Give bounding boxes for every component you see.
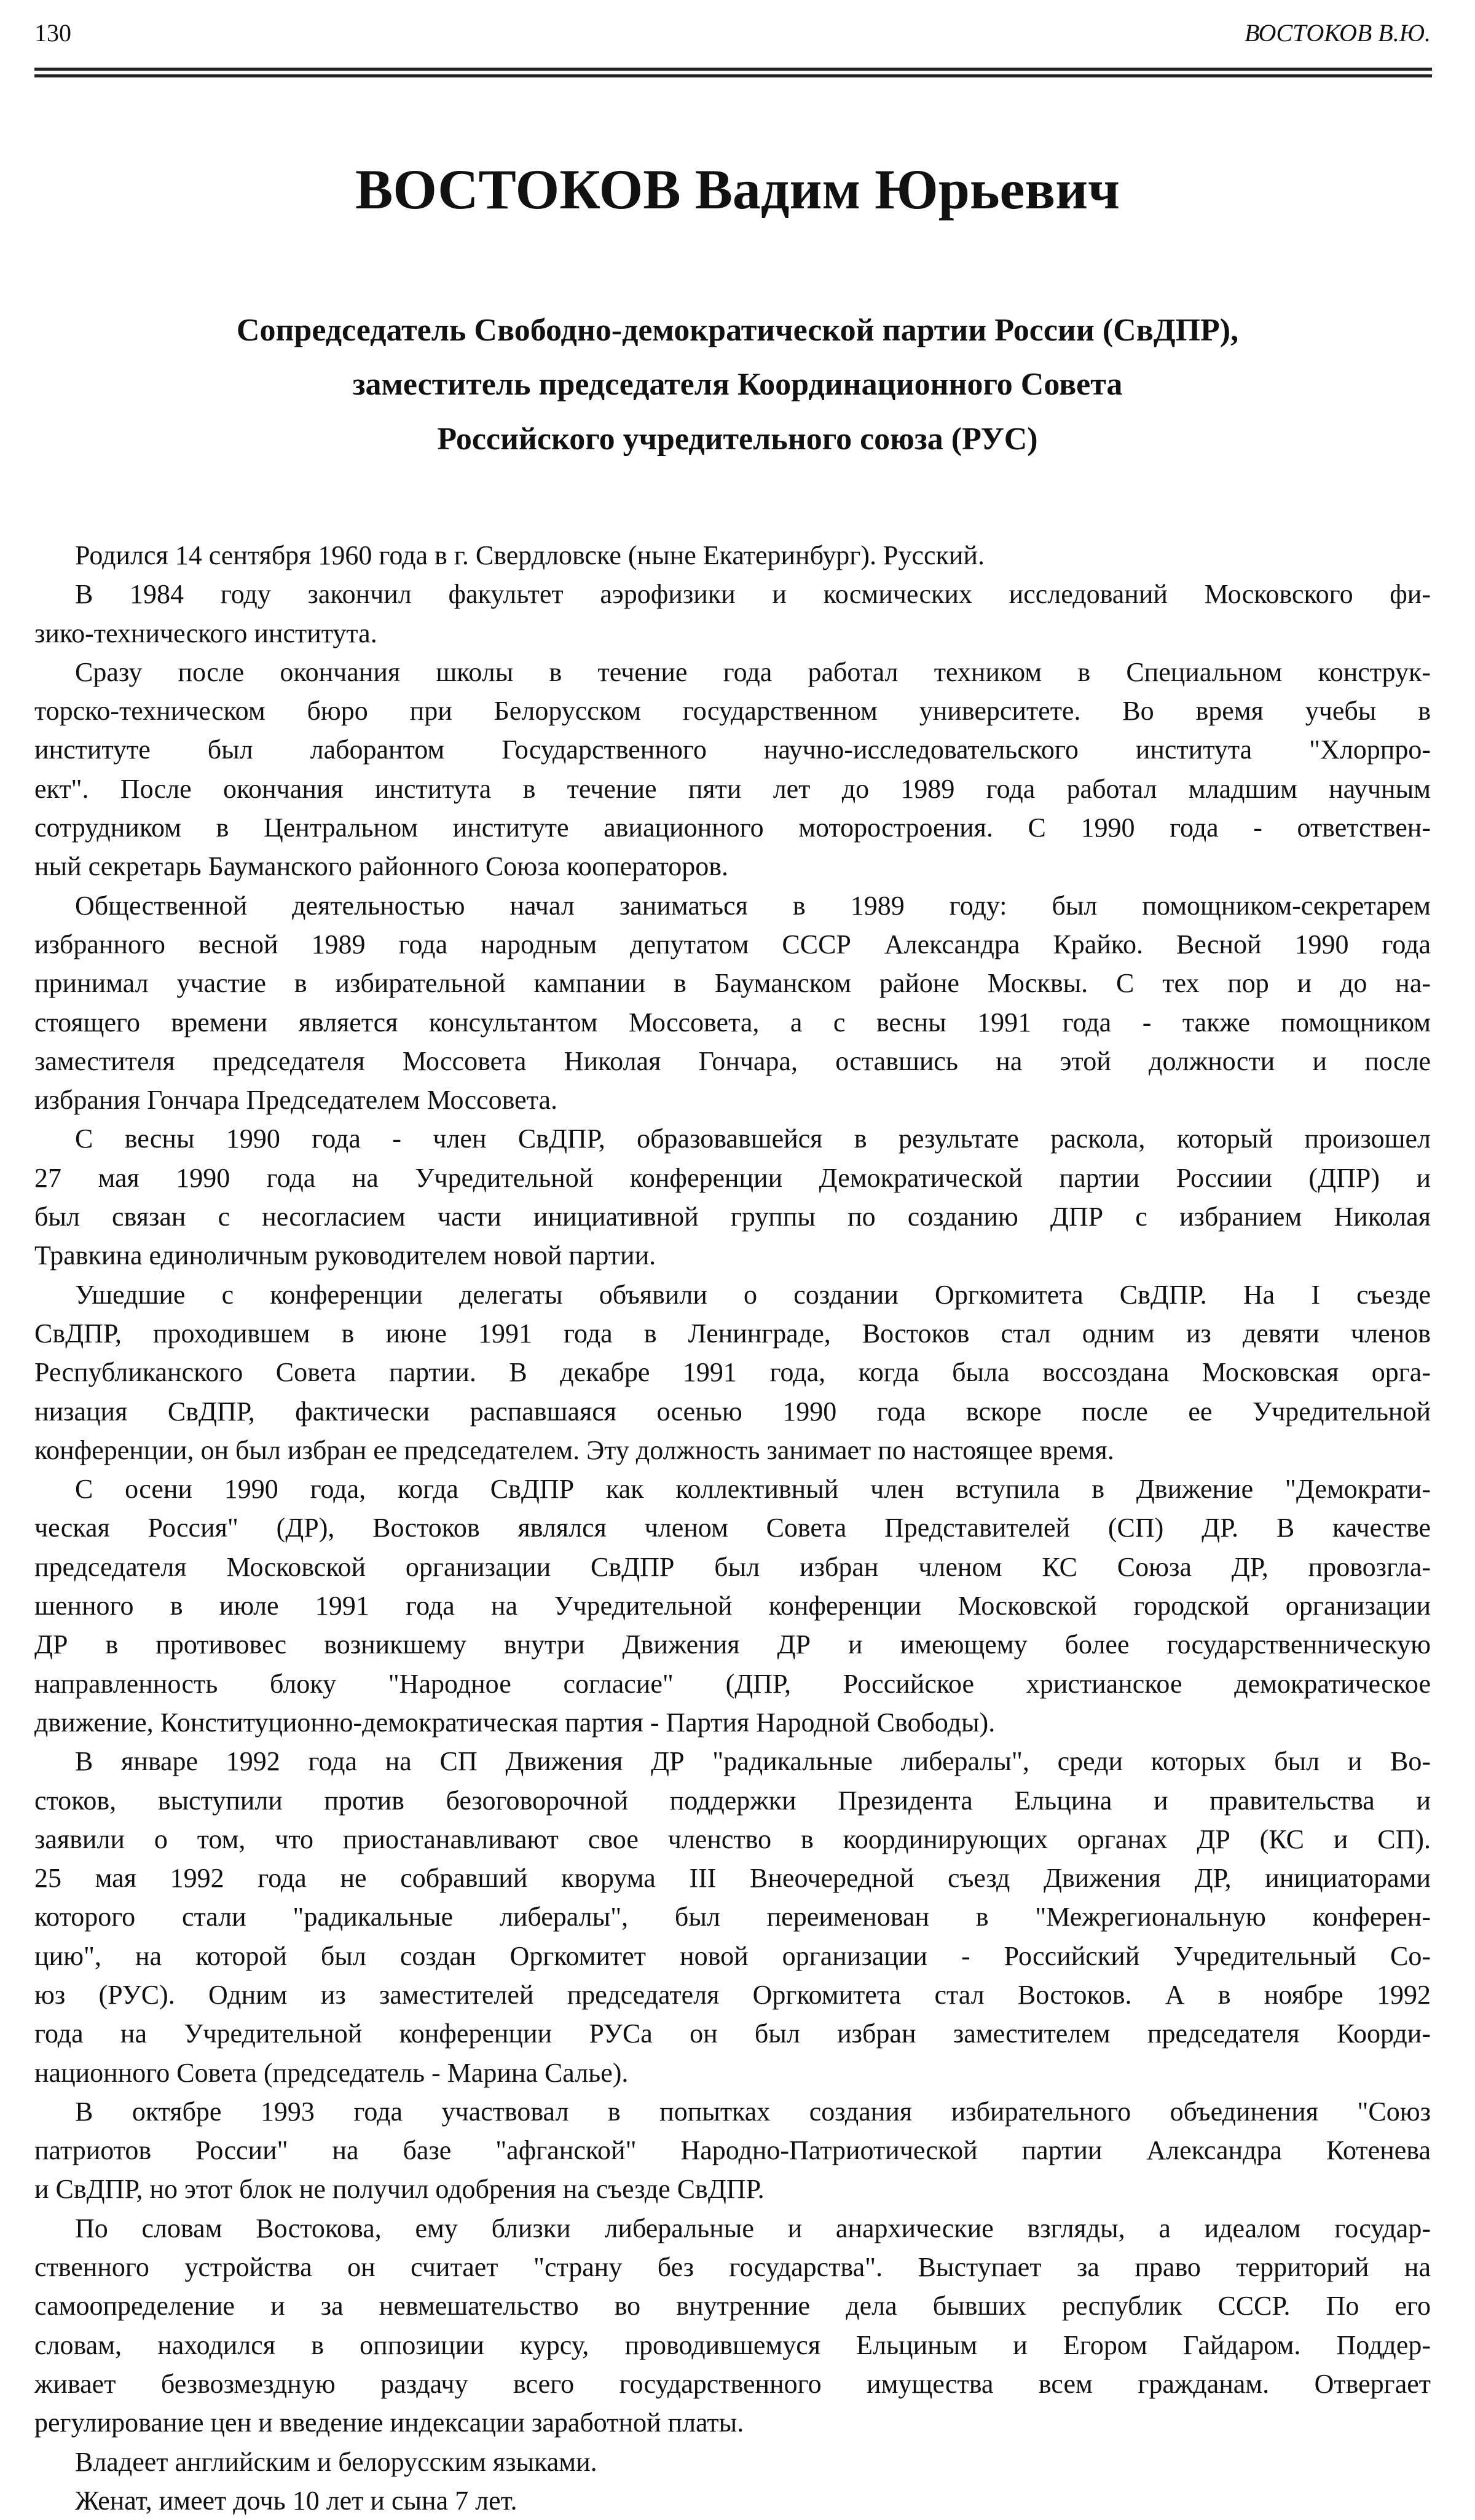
text-line: Ушедшие с конференции делегаты объявили о создании Оргкомитета СвДПР. На I съезде	[75, 1279, 1431, 1310]
paragraph	[34, 2209, 1431, 2443]
text-line: направленность блоку "Народное согласие" (ДПР, Российское христианское демократическое	[34, 1668, 1431, 1699]
text-line: Владеет английским и белорусским языками.	[75, 2446, 597, 2477]
text-line: 27 мая 1990 года на Учредительной конференции Демократической партии Россиии (ДПР) и	[34, 1162, 1431, 1193]
text-line: конференции, он был избран ее председателем. Эту должность занимает по настоящее время.	[34, 1435, 1114, 1465]
text-line: институте был лаборантом Государственного научно-исследовательского института "Хлорпро-	[34, 734, 1431, 765]
text-line: С весны 1990 года - член СвДПР, образовавшейся в результате раскола, который произошел	[75, 1124, 1431, 1154]
text-line: регулирование цен и введение индексации заработной платы.	[34, 2408, 744, 2438]
text-line: председателя Московской организации СвДПР был избран членом КС Союза ДР, провозгла-	[34, 1551, 1431, 1582]
text-line: живает безвозмездную раздачу всего государственного имущества всем гражданам. Отвергает	[34, 2368, 1431, 2399]
text-line: По словам Востокова, ему близки либеральные и анархические взгляды, а идеалом государ-	[75, 2213, 1431, 2243]
text-line: В январе 1992 года на СП Движения ДР "радикальные либералы", среди которых был и Во-	[75, 1746, 1431, 1777]
paragraph	[34, 1470, 1431, 1742]
text-line: Общественной деятельностью начал заниматься в 1989 году: был помощником-секретарем	[75, 890, 1431, 921]
text-line: словам, находился в оппозиции курсу, проводившемуся Ельциным и Егором Гайдаром. Поддер-	[34, 2329, 1431, 2360]
text-line: СвДПР, проходившем в июне 1991 года в Ленинграде, Востоков стал одним из девяти членов	[34, 1318, 1431, 1349]
text-line: В 1984 году закончил факультет аэрофизики и космических исследований Московского фи-	[75, 579, 1431, 610]
text-line: национного Совета (председатель - Марина Салье).	[34, 2057, 629, 2088]
page-number: 130	[34, 19, 71, 47]
header-rule	[34, 74, 1432, 77]
subtitle-line: Российского учредительного союза (РУС)	[437, 422, 1038, 457]
text-line: ственного устройства он считает "страну без государства". Выступает за право территорий на	[34, 2252, 1431, 2283]
running-title: ВОСТОКОВ В.Ю.	[1245, 19, 1431, 47]
text-line: зико-технического института.	[34, 618, 377, 648]
text-line: 25 мая 1992 года не собравший кворума III Внеочередной съезд Движения ДР, инициаторами	[34, 1863, 1431, 1894]
paragraph	[34, 1275, 1431, 1470]
text-line: движение, Конституционно-демократическая партия - Партия Народной Свободы).	[34, 1707, 996, 1738]
text-line: заявили о том, что приостанавливают свое членство в координирующих органах ДР (КС и СП).	[34, 1824, 1431, 1854]
paragraph	[34, 1119, 1431, 1275]
paragraph	[34, 653, 1431, 886]
text-line: стоящего времени является консультантом Моссовета, а с весны 1991 года - также помощником	[34, 1007, 1431, 1038]
paragraph	[34, 1742, 1431, 2092]
text-line: шенного в июле 1991 года на Учредительной конференции Московской городской организации	[34, 1591, 1431, 1621]
text-line: сотрудником в Центральном институте авиационного моторостроения. С 1990 года - ответствен-	[34, 813, 1431, 843]
text-line: избранного весной 1989 года народным депутатом СССР Александра Крайко. Весной 1990 года	[34, 929, 1431, 959]
subtitle-line: Сопредседатель Свободно-демократической партии России (СвДПР),	[236, 313, 1239, 348]
text-line: заместителя председателя Моссовета Николая Гончара, оставшись на этой должности и после	[34, 1045, 1431, 1076]
paragraph	[34, 886, 1431, 1120]
subtitle-line: заместитель председателя Координационного Совета	[352, 367, 1123, 402]
text-line: патриотов России" на базе "афганской" Народно-Патриотической партии Александра Котенева	[34, 2135, 1431, 2166]
text-line: ный секретарь Бауманского районного Союза кооператоров.	[34, 851, 729, 882]
header-rule	[34, 68, 1432, 71]
paragraph	[34, 575, 1431, 653]
text-line: цию", на которой был создан Оргкомитет новой организации - Российский Учредительный Со-	[34, 1940, 1431, 1971]
text-line: С осени 1990 года, когда СвДПР как коллективный член вступила в Движение "Демократи-	[75, 1474, 1431, 1505]
text-line: избрания Гончара Председателем Моссовета.	[34, 1085, 557, 1116]
text-line: Родился 14 сентября 1960 года в г. Свердловске (ныне Екатеринбург). Русский.	[75, 540, 985, 570]
paragraph	[34, 536, 1431, 575]
text-line: юз (РУС). Одним из заместителей председателя Оргкомитета стал Востоков. А в ноябре 1992	[34, 1979, 1431, 2010]
text-line: ДР в противовес возникшему внутри Движения ДР и имеющему более государственническую	[34, 1629, 1431, 1660]
paragraph	[34, 2481, 1431, 2520]
text-line: Сразу после окончания школы в течение года работал техником в Специальном конструк-	[75, 656, 1431, 687]
page-title: ВОСТОКОВ Вадим Юрьевич	[355, 158, 1120, 221]
text-line: В октябре 1993 года участвовал в попытках создания избирательного объединения "Союз	[75, 2096, 1431, 2127]
text-line: Женат, имеет дочь 10 лет и сына 7 лет.	[75, 2485, 517, 2516]
text-line: ект". После окончания института в течение пяти лет до 1989 года работал младшим научным	[34, 773, 1431, 804]
text-line: Республиканского Совета партии. В декабре 1991 года, когда была воссоздана Московская орга-	[34, 1357, 1431, 1388]
text-line: года на Учредительной конференции РУСа он был избран заместителем председателя Коорди-	[34, 2018, 1431, 2049]
paragraph	[34, 2092, 1431, 2209]
text-line: низация СвДПР, фактически распавшаяся осенью 1990 года вскоре после ее Учредительной	[34, 1396, 1431, 1427]
text-line: самоопределение и за невмешательство во внутренние дела бывших республик СССР. По его	[34, 2291, 1431, 2321]
text-line: принимал участие в избирательной кампании в Бауманском районе Москвы. С тех пор и до на-	[34, 968, 1431, 999]
text-line: Травкина единоличным руководителем новой партии.	[34, 1240, 656, 1271]
text-line: и СвДПР, но этот блок не получил одобрения на съезде СвДПР.	[34, 2174, 765, 2205]
paragraph	[34, 2443, 1431, 2481]
text-line: торско-техническом бюро при Белорусском государственном университете. Во время учебы в	[34, 696, 1431, 726]
text-line: стоков, выступили против безоговорочной поддержки Президента Ельцина и правительства и	[34, 1785, 1431, 1816]
biography-text	[34, 536, 1431, 2520]
text-line: был связан с несогласием части инициативной группы по созданию ДПР с избранием Николая	[34, 1202, 1431, 1232]
text-line: ческая Россия" (ДР), Востоков являлся членом Совета Представителей (СП) ДР. В качестве	[34, 1513, 1431, 1543]
text-line: которого стали "радикальные либералы", был переименован в "Межрегиональную конферен-	[34, 1902, 1431, 1932]
